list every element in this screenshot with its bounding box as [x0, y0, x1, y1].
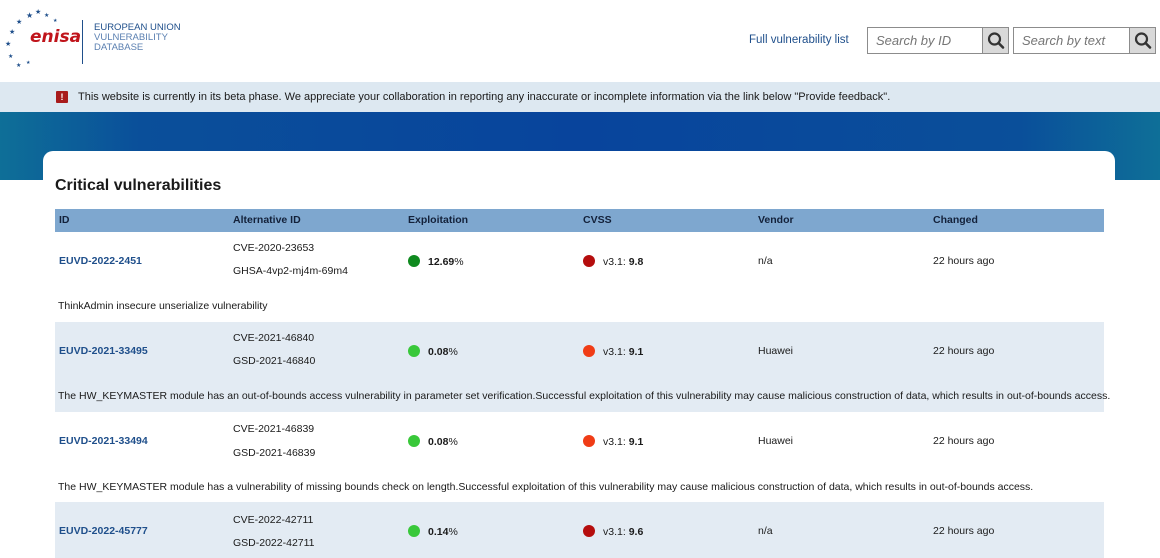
table-row[interactable] [55, 232, 1104, 322]
vulnerability-id-link[interactable]: EUVD-2022-2451 [59, 255, 142, 267]
exploitation-indicator-icon [408, 255, 420, 267]
search-icon [1130, 28, 1156, 53]
search-text-button[interactable] [1129, 28, 1155, 53]
warning-icon: ! [56, 91, 68, 103]
exploitation-score [408, 345, 458, 358]
cvss-version: v3.1: [603, 256, 626, 268]
exploitation-score [408, 435, 458, 448]
column-header-id: ID [59, 214, 70, 226]
svg-text:★: ★ [9, 28, 16, 36]
severity-indicator-icon [583, 435, 595, 447]
site-header [0, 0, 1160, 82]
changed-time: 22 hours ago [933, 525, 995, 537]
cvss-score [583, 525, 643, 538]
search-id-input[interactable] [868, 28, 982, 53]
severity-indicator-icon [583, 525, 595, 537]
site-title-line-3: DATABASE [94, 42, 144, 53]
vulnerability-id-link[interactable]: EUVD-2021-33495 [59, 345, 148, 357]
cvss-score [583, 435, 643, 448]
column-header-changed: Changed [933, 214, 978, 226]
site-title-line-1: EUROPEAN UNION [94, 22, 181, 33]
alternative-id: CVE-2022-42711 [233, 514, 314, 526]
cvss-value: 9.6 [628, 526, 644, 538]
exploitation-indicator-icon [408, 435, 420, 447]
exploitation-score [408, 255, 464, 268]
vendor: Huawei [758, 435, 794, 447]
svg-text:★: ★ [44, 12, 50, 19]
alternative-id: GSD-2022-42711 [233, 537, 315, 549]
search-id-button[interactable] [982, 28, 1008, 53]
cvss-version: v3.1: [603, 346, 626, 358]
vulnerability-id-link[interactable]: EUVD-2022-45777 [59, 525, 148, 537]
table-row[interactable] [55, 502, 1104, 558]
svg-text:★: ★ [35, 8, 42, 16]
cvss-score [583, 345, 643, 358]
exploitation-unit: % [448, 346, 458, 358]
vendor: n/a [758, 255, 773, 267]
severity-indicator-icon [583, 345, 595, 357]
logo-divider [82, 20, 83, 64]
enisa-logo[interactable] [4, 6, 84, 72]
column-header-alternative-id: Alternative ID [233, 214, 301, 226]
svg-text:★: ★ [26, 11, 34, 20]
vulnerability-id-link[interactable]: EUVD-2021-33494 [59, 435, 148, 447]
svg-text:★: ★ [16, 62, 22, 69]
severity-indicator-icon [583, 255, 595, 267]
vulnerability-description: ThinkAdmin insecure unserialize vulnerability [58, 300, 268, 312]
cvss-version: v3.1: [603, 526, 626, 538]
table-header [55, 209, 1104, 232]
cvss-version: v3.1: [603, 436, 626, 448]
alternative-id: GSD-2021-46840 [233, 355, 316, 367]
exploitation-value: 0.08 [428, 346, 449, 358]
logo-text: enisa [30, 27, 82, 47]
alternative-id: GHSA-4vp2-mj4m-69m4 [233, 265, 348, 277]
svg-text:★: ★ [8, 53, 14, 60]
alternative-id: GSD-2021-46839 [233, 447, 316, 459]
search-text-input[interactable] [1014, 28, 1129, 53]
search-by-text [1013, 27, 1156, 54]
exploitation-value: 0.14 [428, 526, 449, 538]
table-row[interactable] [55, 322, 1111, 412]
alternative-id: CVE-2021-46839 [233, 423, 315, 435]
vulnerability-description: The HW_KEYMASTER module has a vulnerability of missing bounds check on length.Successful exploitation of this vulnerability may cause malicious construction of data, which results in out-of-bounds access. [58, 481, 1034, 493]
exploitation-value: 0.08 [428, 436, 449, 448]
exploitation-value: 12.69 [428, 256, 455, 268]
cvss-value: 9.1 [628, 346, 644, 358]
svg-text:★: ★ [5, 40, 12, 48]
exploitation-unit: % [448, 436, 458, 448]
exploitation-indicator-icon [408, 525, 420, 537]
table-row[interactable] [55, 412, 1104, 502]
changed-time: 22 hours ago [933, 255, 995, 267]
site-title-line-2: VULNERABILITY [94, 32, 168, 43]
svg-text:★: ★ [26, 60, 31, 66]
exploitation-indicator-icon [408, 345, 420, 357]
search-by-id [867, 27, 1009, 54]
changed-time: 22 hours ago [933, 435, 995, 447]
exploitation-unit: % [448, 526, 458, 538]
exploitation-score [408, 525, 458, 538]
alternative-id: CVE-2021-46840 [233, 332, 315, 344]
site-title [94, 23, 181, 53]
column-header-cvss: CVSS [583, 214, 612, 226]
changed-time: 22 hours ago [933, 345, 995, 357]
column-header-exploitation: Exploitation [408, 214, 469, 226]
cvss-value: 9.8 [628, 256, 644, 268]
alternative-id: CVE-2020-23653 [233, 242, 315, 254]
full-vulnerability-list-link[interactable]: Full vulnerability list [749, 34, 849, 46]
svg-text:★: ★ [53, 18, 58, 24]
exploitation-unit: % [454, 256, 464, 268]
cvss-value: 9.1 [628, 436, 644, 448]
search-icon [983, 28, 1009, 53]
svg-text:★: ★ [16, 18, 23, 26]
vendor: n/a [758, 525, 773, 537]
column-header-vendor: Vendor [758, 214, 794, 226]
section-title: Critical vulnerabilities [55, 177, 222, 194]
beta-banner-text: This website is currently in its beta phase. We appreciate your collaboration in reporting any inaccurate or incomplete information via the link below "Provide feedback". [78, 91, 891, 103]
vendor: Huawei [758, 345, 794, 357]
cvss-score [583, 255, 643, 268]
vulnerability-description: The HW_KEYMASTER module has an out-of-bounds access vulnerability in parameter set verification.Successful exploitation of this vulnerability may cause malicious construction of data, which results in out-of-bounds access. [58, 390, 1111, 402]
